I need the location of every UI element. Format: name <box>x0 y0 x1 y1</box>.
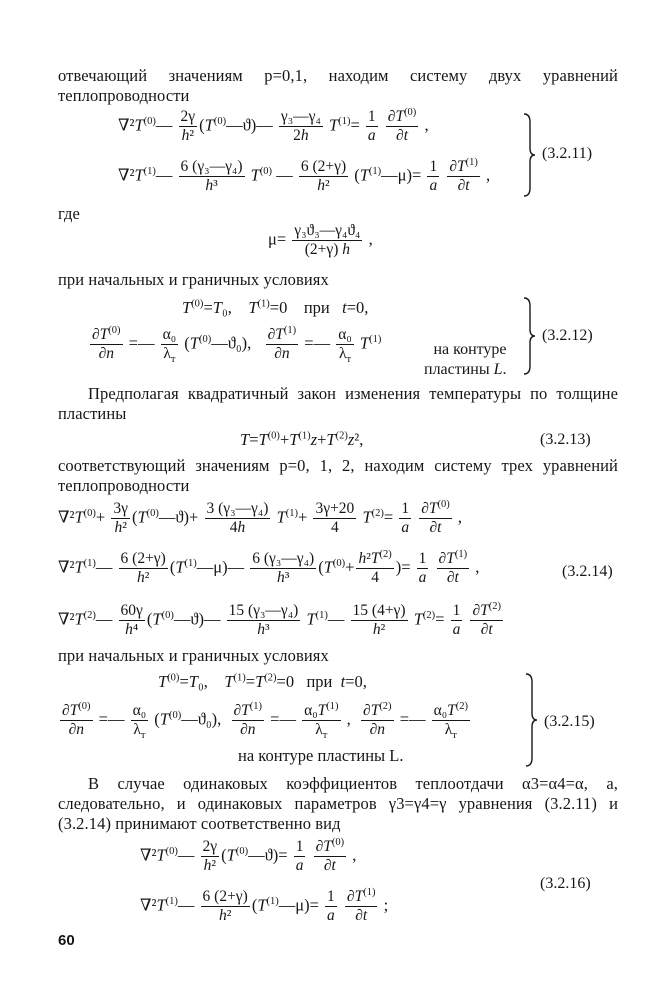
brace-3-2-12 <box>522 296 536 376</box>
equation-3-2-13: $T=T^{(0)}+T^{(1)}z+T^{(2)}z^2$, <box>240 430 364 449</box>
equation-number: (3.2.12) <box>542 327 593 344</box>
equation-3-2-11-line1: $\nabla^2T^{(0)}—$ $\frac{2\gamma}{\text{h²}}$ $(T^{(0)}—ϑ)—$ $\frac{\text{γ₃—γ₄}}{2h}$ $T^{(1)}=$ $\frac{1}{a}$ $\frac{\partial T^{(0)}}{\partial t}$ , <box>118 106 429 144</box>
paragraph-three-eq: соответствующий значениям p=0, 1, 2, находим систему трех уравнений теплопроводности <box>58 456 618 495</box>
equation-mu: μ= $\frac{\text{γ₃ϑ₃—γ₄ϑ₄}}{(2+\gamma) h}$ , <box>268 222 373 258</box>
contour-label-2: на контуре пластины L. <box>238 746 404 765</box>
equation-3-2-15-line1: $T^{(0)}=T_0$, $T^{(1)}=T^{(2)}=0$ при t=0, <box>158 672 367 691</box>
equation-3-2-14-line2: $\nabla^2T^{(1)}—$ $\frac{6 (2+\gamma)}{\text{h²}}$ $(T^{(1)}—\mu)—$ $\frac{\text{6 (γ₃—γ₄)}}{\text{h³}}$ ($T^{(0)}+$ $\frac{h^2T^{(2)}}{4}$ )= $\frac{1}{a}$ $\frac{\partial T^{(1)}}{\partial t}$ , <box>58 548 480 586</box>
page-number: 60 <box>58 932 75 949</box>
equation-3-2-12-line1: $T^{(0)}=T_0$, $T^{(1)}=0$ при t=0, <box>182 298 369 317</box>
brace-3-2-15 <box>524 672 538 768</box>
equation-3-2-14-line1: $\nabla^2T^{(0)}+$ $\frac{3\gamma}{\text{h²}}$ $(T^{(0)}—ϑ)+$ $\frac{\text{3 (γ₃—γ₄)}}{4h}$ $T^{(1)}+$ $\frac{3\gamma+20}{4}$ $T^{(2)}=$ $\frac{1}{a}$ $\frac{\partial T^{(0)}}{\partial t}$ , <box>58 498 462 536</box>
equation-3-2-14-line3: $\nabla^2T^{(2)}—$ $\frac{60\gamma}{\text{h⁴}}$ $(T^{(0)}—ϑ)—$ $\frac{\text{15 (γ₃—γ₄)}}{\text{h³}}$ $T^{(1)}—$ $\frac{15 (4+\gamma)}{\text{h²}}$ $T^{(2)}=$ $\frac{1}{a}$ $\frac{\partial T^{(2)}}{\partial t}$ <box>58 600 501 638</box>
contour-label-1: на контуре пластины L. <box>424 341 507 378</box>
paragraph-intro: отвечающий значениям p=0,1, находим систему двух уравнений теплопроводности <box>58 66 618 105</box>
paragraph-equal-coeff: В случае одинаковых коэффициентов теплоотдачи α3=α4=α, а, следовательно, и одинаковых параметров γ3=γ4=γ уравнения (3.2.11) и (3.2.14) принимают соответственно вид <box>58 774 618 833</box>
paragraph-where: где <box>58 204 80 223</box>
equation-number: (3.2.11) <box>542 145 593 162</box>
equation-3-2-15-line2: $\frac{\partial T^{(0)}}{\partial n}$ =— $\frac{\text{α₀}}{\lambda_т}$ $(T^{(0)}—ϑ_0)$, $\frac{\partial T^{(1)}}{\partial n}$ =— $\frac{\alpha_0T^{(1)}}{\lambda_т}$ , $\frac{\partial T^{(2)}}{\partial n}$ =— $\frac{\alpha_0T^{(2)}}{\lambda_т}$ <box>62 700 469 742</box>
equation-number: (3.2.16) <box>540 875 591 892</box>
brace-3-2-11 <box>522 112 536 198</box>
equation-number: (3.2.13) <box>540 431 591 448</box>
equation-3-2-11-line2: $\nabla^2T^{(1)}—$ $\frac{\text{6 (γ₃—γ₄)}}{\text{h³}}$ $T^{(0)}$ — $\frac{6 (2+\gamma)}{\text{h²}}$ $(T^{(1)}—\mu)=$ $\frac{1}{a}$ $\frac{\partial T^{(1)}}{\partial t}$ , <box>118 156 491 194</box>
equation-number: (3.2.14) <box>562 563 613 580</box>
paragraph-conditions-2: при начальных и граничных условиях <box>58 646 329 665</box>
paragraph-quadratic: Предполагая квадратичный закон изменения температуры по толщине пластины <box>58 384 618 423</box>
paragraph-conditions-1: при начальных и граничных условиях <box>58 270 329 289</box>
equation-3-2-12-line2: $\frac{\partial T^{(0)}}{\partial n}$ =— $\frac{\text{α₀}}{\lambda_т}$ $(T^{(0)}—ϑ_0)$, $\frac{\partial T^{(1)}}{\partial n}$ =— $\frac{\text{α₀}}{\lambda_т}$ $T^{(1)}$ <box>92 324 382 366</box>
equation-3-2-16-line1: $\nabla^2T^{(0)}—$ $\frac{2\gamma}{\text{h²}}$ $(T^{(0)}—ϑ)=$ $\frac{1}{a}$ $\frac{\partial T^{(0)}}{\partial t}$ , <box>140 836 357 874</box>
equation-3-2-16-line2: $\nabla^2T^{(1)}—$ $\frac{6 (2+\gamma)}{\text{h²}}$ $(T^{(1)}—\mu)=$ $\frac{1}{a}$ $\frac{\partial T^{(1)}}{\partial t}$ ; <box>140 886 389 924</box>
equation-number: (3.2.15) <box>544 713 595 730</box>
